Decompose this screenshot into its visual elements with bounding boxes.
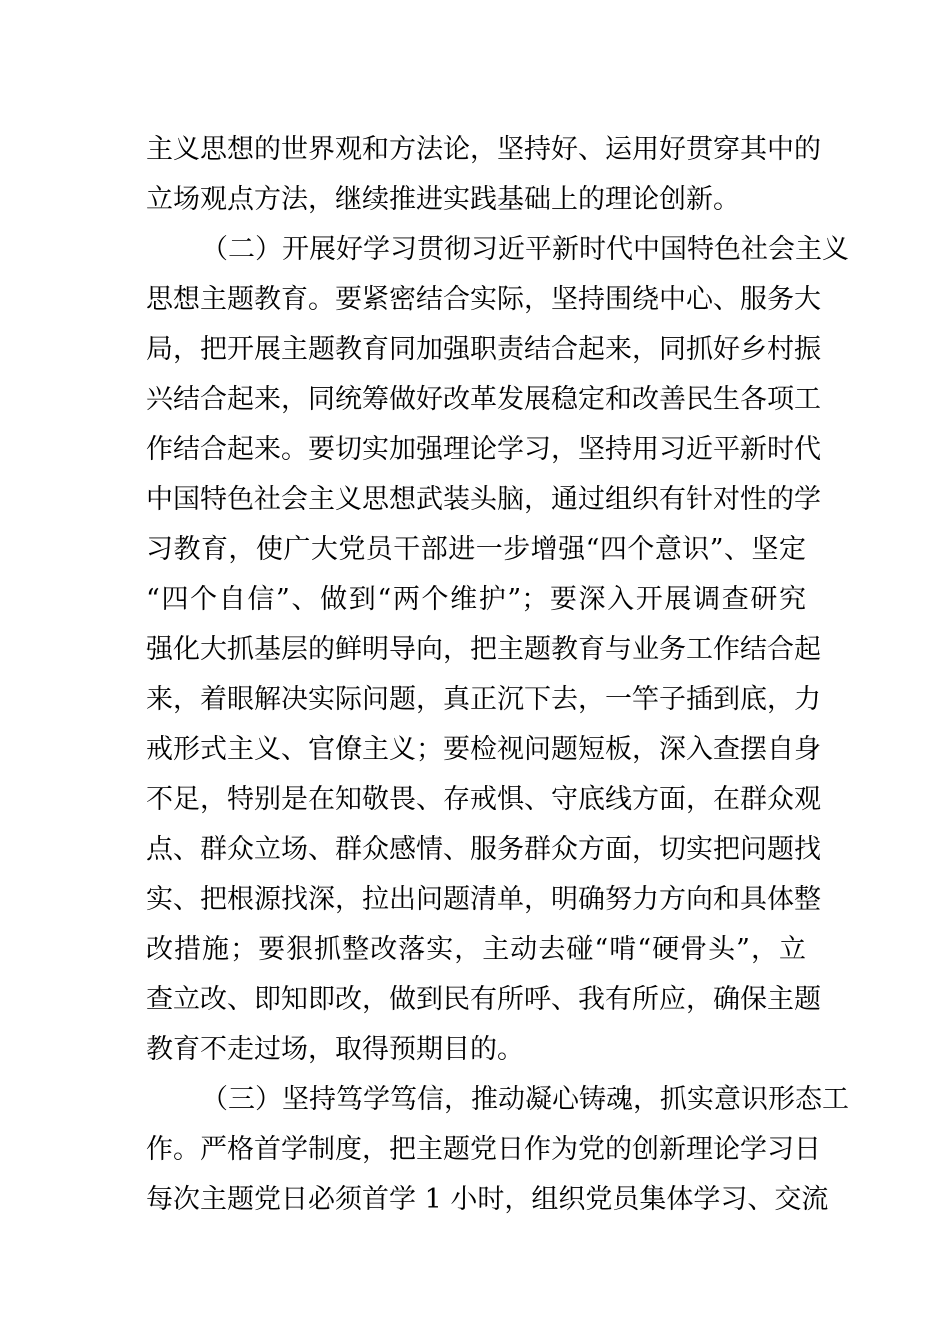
text-line: 实、把根源找深，拉出问题清单，明确努力方向和具体整 — [146, 884, 821, 915]
text-line: 局，把开展主题教育同加强职责结合起来，同抓好乡村振 — [146, 334, 821, 365]
text-line: 来，着眼解决实际问题，真正沉下去，一竿子插到底，力 — [146, 684, 821, 715]
text-line: “四个自信”、做到“两个维护”；要深入开展调查研究 — [146, 584, 806, 615]
text-line: 作结合起来。要切实加强理论学习，坚持用习近平新时代 — [146, 434, 821, 465]
text-line: 教育不走过场，取得预期目的。 — [146, 1034, 524, 1065]
text-line: 主义思想的世界观和方法论，坚持好、运用好贯穿其中的 — [146, 134, 821, 165]
text-line: 点、群众立场、群众感情、服务群众方面，切实把问题找 — [146, 834, 821, 865]
section-heading-line: （三）坚持笃学笃信，推动凝心铸魂，抓实意识形态工 — [201, 1084, 849, 1115]
text-line: 改措施；要狠抓整改落实，主动去碰“啃“硬骨头”，立 — [146, 934, 806, 965]
text-line: 作。严格首学制度，把主题党日作为党的创新理论学习日 — [146, 1134, 821, 1165]
text-line: 戒形式主义、官僚主义；要检视问题短板，深入查摆自身 — [146, 734, 821, 765]
text-line: 思想主题教育。要紧密结合实际，坚持围绕中心、服务大 — [146, 284, 821, 315]
text-line: 习教育，使广大党员干部进一步增强“四个意识”、坚定 — [146, 534, 806, 565]
text-line: 查立改、即知即改，做到民有所呼、我有所应，确保主题 — [146, 984, 821, 1015]
text-line: 不足，特别是在知敬畏、存戒惧、守底线方面，在群众观 — [146, 784, 821, 815]
text-line: 立场观点方法，继续推进实践基础上的理论创新。 — [146, 184, 740, 215]
text-line: 每次主题党日必须首学 1 小时，组织党员集体学习、交流 — [146, 1184, 829, 1215]
text-line: 中国特色社会主义思想武装头脑，通过组织有针对性的学 — [146, 484, 821, 515]
section-heading-line: （二）开展好学习贯彻习近平新时代中国特色社会主义 — [201, 234, 849, 265]
text-line: 强化大抓基层的鲜明导向，把主题教育与业务工作结合起 — [146, 634, 821, 665]
text-line: 兴结合起来，同统筹做好改革发展稳定和改善民生各项工 — [146, 384, 821, 415]
